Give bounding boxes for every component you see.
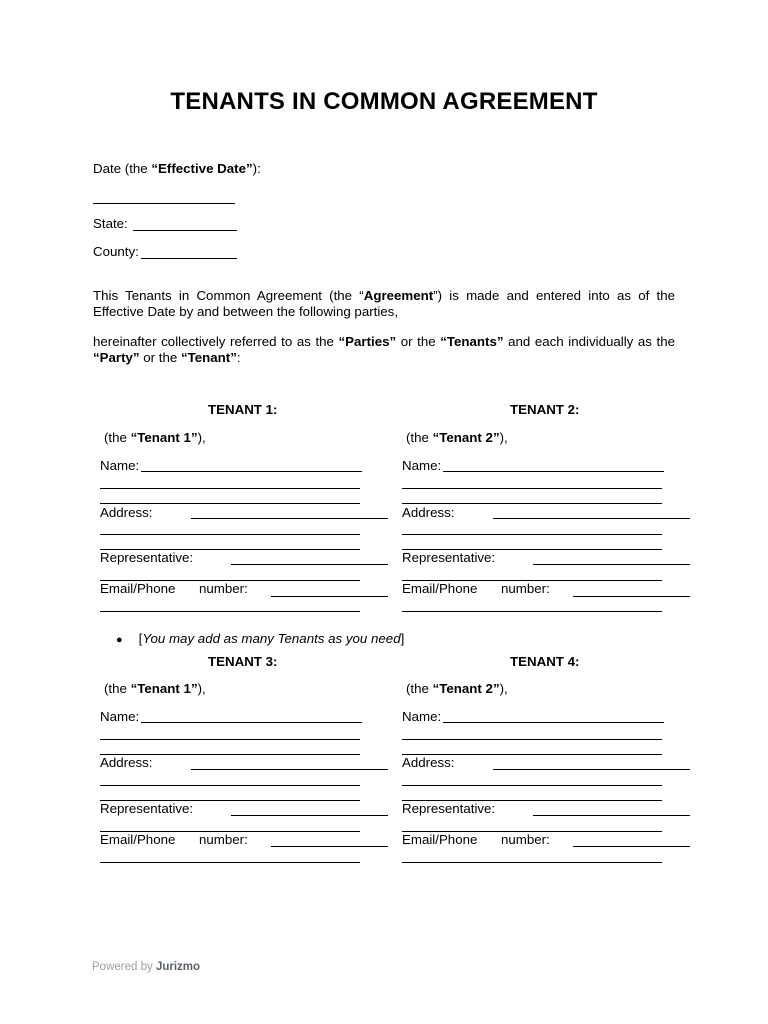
agreement-term: Agreement <box>363 288 434 303</box>
tenant-4-address-label: Address: <box>402 755 455 770</box>
intro-paragraph: This Tenants in Common Agreement (the “Agreement”) is made and entered into as of the Effective Date by and between the following parties, <box>93 288 675 319</box>
date-label <box>93 161 261 177</box>
tenant-2-name-field-3[interactable] <box>402 503 662 504</box>
date-blank[interactable] <box>93 203 235 204</box>
state-blank[interactable] <box>133 230 237 231</box>
tenant-4-address-field[interactable] <box>493 769 690 770</box>
tenant-4-number-label: number: <box>501 832 550 847</box>
state-label: State: <box>93 216 128 231</box>
tenant-1-heading: TENANT 1: <box>208 402 278 417</box>
tenant-3-representative-field[interactable] <box>231 815 388 816</box>
tenant-2-heading: TENANT 2: <box>510 402 580 417</box>
tenant-4-name-field[interactable] <box>443 722 664 723</box>
add-tenants-note: ● [You may add as many Tenants as you need] <box>116 631 405 646</box>
tenant-1-name-field-3[interactable] <box>100 503 360 504</box>
effective-date-term: “Effective Date” <box>151 161 253 176</box>
tenant-3-representative-label: Representative: <box>100 801 194 816</box>
tenant-3-email-field-2[interactable] <box>100 862 360 863</box>
tenant-3-name-label: Name: <box>100 709 140 724</box>
tenant-3-heading: TENANT 3: <box>208 654 278 669</box>
date-suffix: ): <box>252 161 261 176</box>
tenant-3-name-field-2[interactable] <box>100 739 360 740</box>
tenant-3-email-field[interactable] <box>271 846 388 847</box>
tenant-2-representative-label: Representative: <box>402 550 496 565</box>
tenant-2-representative-field[interactable] <box>533 564 690 565</box>
tenant-1-email-label: Email/Phone <box>100 581 176 596</box>
tenant-2-address-field-2[interactable] <box>402 534 662 535</box>
powered-by-footer[interactable] <box>92 961 200 973</box>
tenant-1-address-field[interactable] <box>191 518 388 519</box>
county-blank[interactable] <box>141 258 237 259</box>
powered-by-label: Powered by <box>92 961 153 973</box>
tenant-1-address-field-2[interactable] <box>100 534 360 535</box>
tenant-2-address-field[interactable] <box>493 518 690 519</box>
tenant-4-heading: TENANT 4: <box>510 654 580 669</box>
tenant-4-name-field-2[interactable] <box>402 739 662 740</box>
tenant-1-designation: (the “Tenant 1”), <box>104 430 206 445</box>
tenant-3-email-label: Email/Phone <box>100 832 176 847</box>
tenant-4-representative-label: Representative: <box>402 801 496 816</box>
tenant-4-email-field-2[interactable] <box>402 862 662 863</box>
tenant-2-designation: (the “Tenant 2”), <box>406 430 508 445</box>
tenant-3-address-label: Address: <box>100 755 153 770</box>
tenant-1-name-field[interactable] <box>141 471 362 472</box>
tenant-1-representative-field[interactable] <box>231 564 388 565</box>
tenant-2-email-field-2[interactable] <box>402 611 662 612</box>
tenant-1-address-label: Address: <box>100 505 153 520</box>
tenant-4-email-label: Email/Phone <box>402 832 478 847</box>
tenant-1-name-field-2[interactable] <box>100 488 360 489</box>
tenant-4-name-label: Name: <box>402 709 442 724</box>
bullet-icon: ● <box>116 634 123 646</box>
tenant-3-designation: (the “Tenant 1”), <box>104 681 206 696</box>
tenant-2-email-label: Email/Phone <box>402 581 478 596</box>
tenant-2-address-label: Address: <box>402 505 455 520</box>
document-title: TENANTS IN COMMON AGREEMENT <box>170 88 598 115</box>
tenant-2-name-field-2[interactable] <box>402 488 662 489</box>
tenant-2-number-label: number: <box>501 581 550 596</box>
tenant-4-representative-field[interactable] <box>533 815 690 816</box>
tenant-1-email-field[interactable] <box>271 596 388 597</box>
tenant-3-name-field[interactable] <box>141 722 362 723</box>
tenant-2-name-label: Name: <box>402 458 442 473</box>
tenant-1-number-label: number: <box>199 581 248 596</box>
tenant-3-address-field-2[interactable] <box>100 785 360 786</box>
brand-logo: Jurizmo <box>155 961 201 973</box>
tenant-4-address-field-2[interactable] <box>402 785 662 786</box>
tenant-2-name-field[interactable] <box>443 471 664 472</box>
parties-paragraph: hereinafter collectively referred to as the “Parties” or the “Tenants” and each individually as the “Party” or the “Tenant”: <box>93 334 676 365</box>
tenant-4-email-field[interactable] <box>573 846 690 847</box>
tenant-3-number-label: number: <box>199 832 248 847</box>
date-prefix: Date (the <box>93 161 152 176</box>
tenant-2-email-field[interactable] <box>573 596 690 597</box>
tenant-1-representative-label: Representative: <box>100 550 194 565</box>
tenant-1-name-label: Name: <box>100 458 140 473</box>
tenant-1-email-field-2[interactable] <box>100 611 360 612</box>
county-label: County: <box>93 244 139 259</box>
tenant-3-address-field[interactable] <box>191 769 388 770</box>
tenant-4-designation: (the “Tenant 2”), <box>406 681 508 696</box>
